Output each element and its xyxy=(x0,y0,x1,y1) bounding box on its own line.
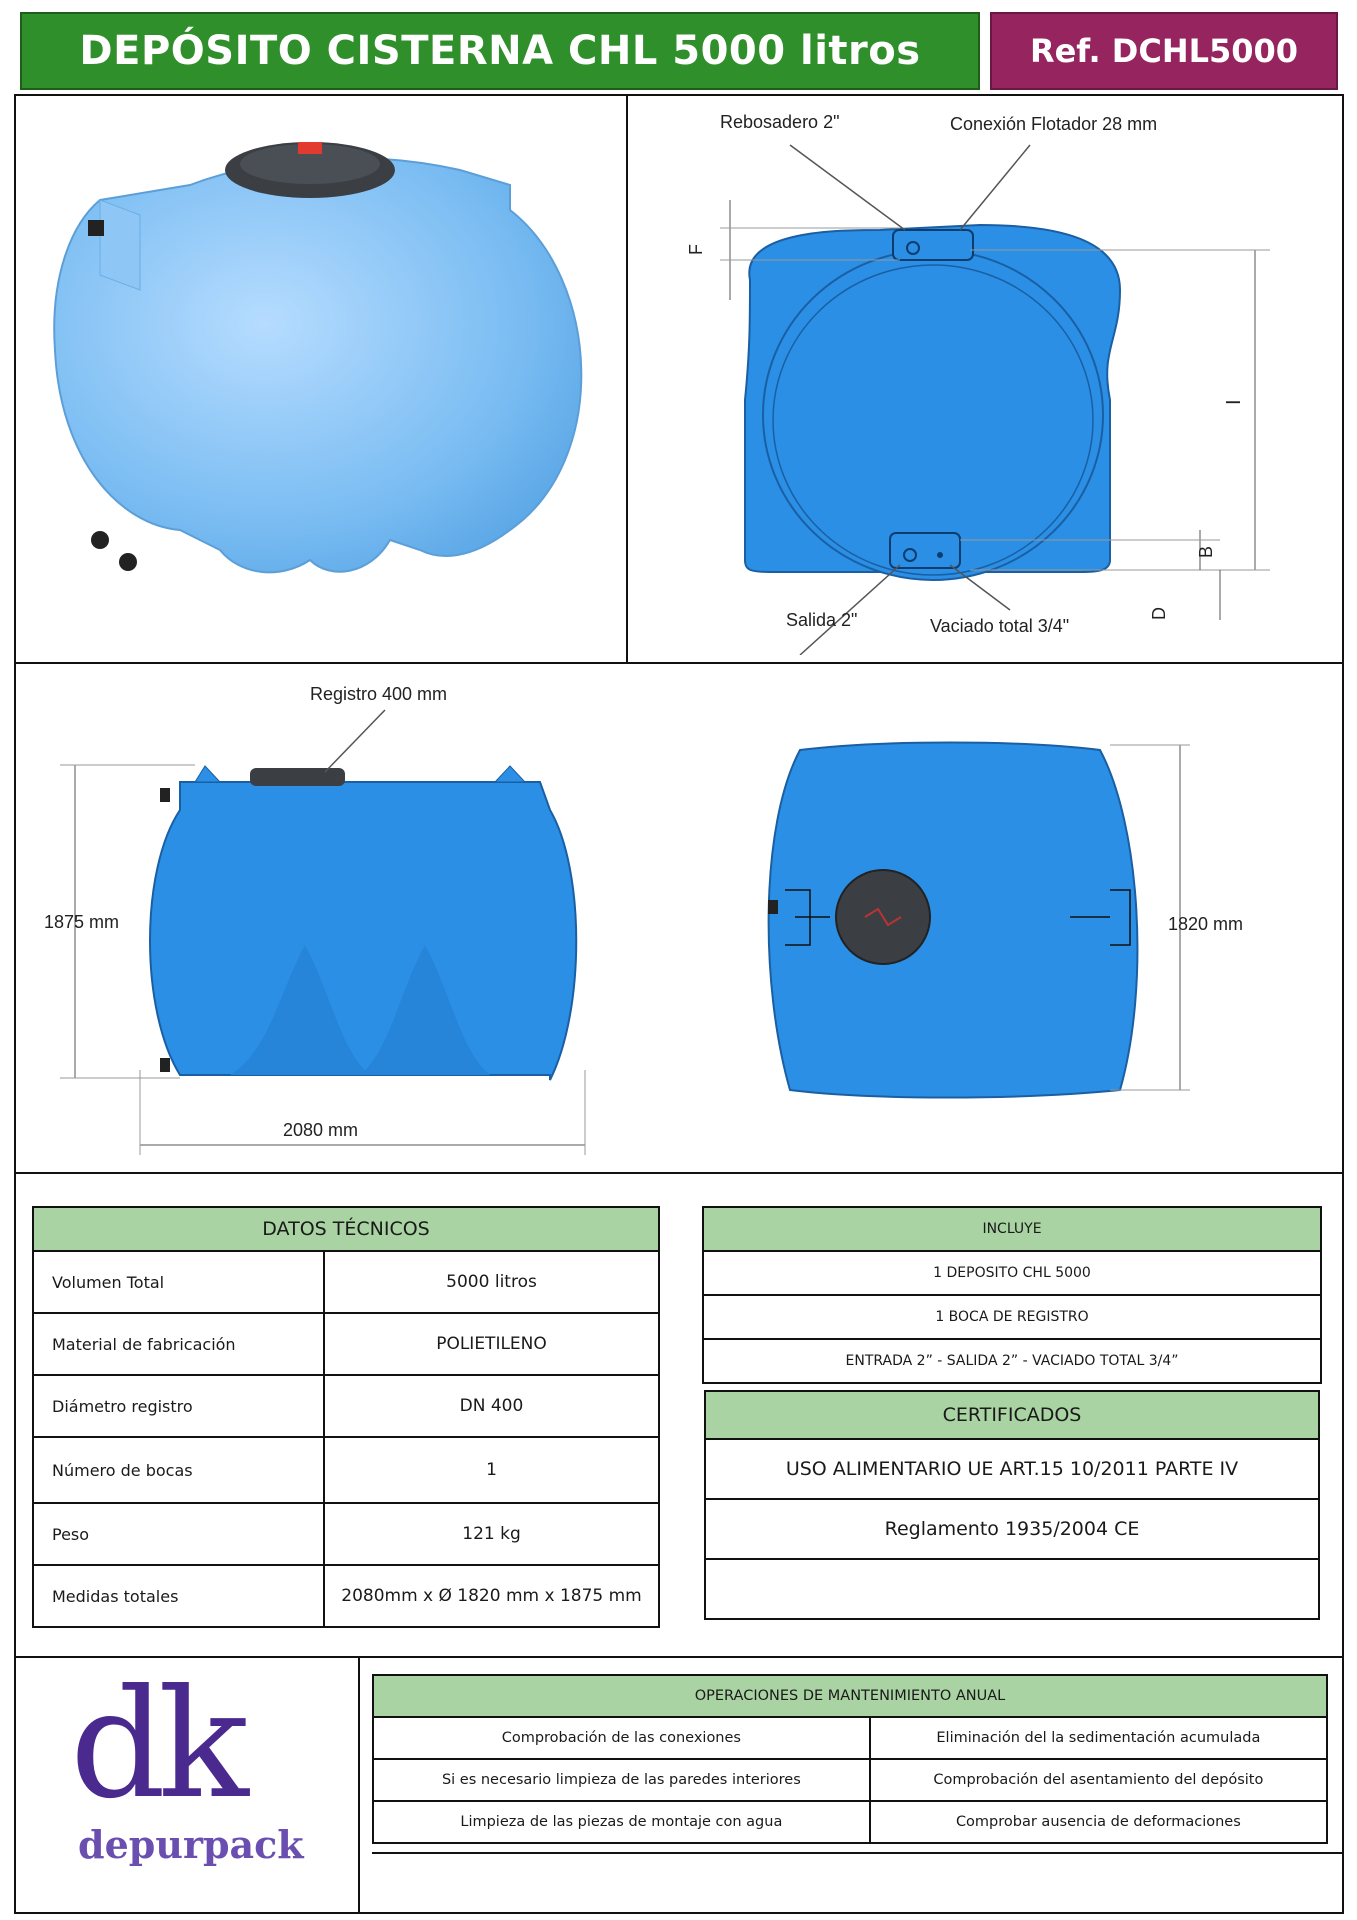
outlet-label: Salida 2" xyxy=(786,610,858,630)
table-row xyxy=(33,1437,659,1503)
maintenance-item: Comprobación de las conexiones xyxy=(373,1717,870,1759)
table-row xyxy=(705,1439,1319,1499)
maintenance-title: OPERACIONES DE MANTENIMIENTO ANUAL xyxy=(373,1675,1327,1717)
certificates-table xyxy=(704,1390,1320,1620)
table-row xyxy=(703,1251,1321,1295)
tech-value: 1 xyxy=(324,1437,659,1503)
dim-i-label: I xyxy=(1223,399,1245,405)
page-title: DEPÓSITO CISTERNA CHL 5000 litros xyxy=(20,12,980,90)
float-connection-label: Conexión Flotador 28 mm xyxy=(950,114,1158,134)
certificate-item: USO ALIMENTARIO UE ART.15 10/2011 PARTE IV xyxy=(705,1439,1319,1499)
tech-key: Medidas totales xyxy=(33,1565,324,1627)
maintenance-item: Si es necesario limpieza de las paredes interiores xyxy=(373,1759,870,1801)
tech-value: 2080mm x Ø 1820 mm x 1875 mm xyxy=(324,1565,659,1627)
includes-table xyxy=(702,1206,1322,1384)
tank-top-diagram xyxy=(730,735,1210,1115)
table-row xyxy=(373,1717,1327,1759)
diameter-label: 1820 mm xyxy=(1168,914,1244,934)
table-row xyxy=(33,1503,659,1565)
table-row xyxy=(33,1251,659,1313)
tech-value: 121 kg xyxy=(324,1503,659,1565)
divider xyxy=(358,1656,360,1914)
overflow-label: Rebosadero 2" xyxy=(720,112,840,132)
dim-f-label: F xyxy=(686,244,706,255)
reference-badge: Ref. DCHL5000 xyxy=(990,12,1338,90)
maintenance-table xyxy=(372,1674,1328,1844)
table-row xyxy=(33,1313,659,1375)
tech-key: Material de fabricación xyxy=(33,1313,324,1375)
table-row xyxy=(373,1759,1327,1801)
table-row xyxy=(33,1565,659,1627)
logo-brand: depurpack xyxy=(78,1822,304,1867)
certificates-title: CERTIFICADOS xyxy=(705,1391,1319,1439)
height-label: 1875 mm xyxy=(44,912,120,932)
table-row xyxy=(33,1375,659,1437)
tank-side-diagram xyxy=(640,100,1340,655)
maintenance-item: Comprobar ausencia de deformaciones xyxy=(870,1801,1327,1843)
maintenance-item: Eliminación del la sedimentación acumulada xyxy=(870,1717,1327,1759)
includes-item: 1 DEPOSITO CHL 5000 xyxy=(703,1251,1321,1295)
drain-label: Vaciado total 3/4" xyxy=(930,616,1070,636)
divider xyxy=(372,1852,1342,1854)
includes-item: 1 BOCA DE REGISTRO xyxy=(703,1295,1321,1339)
dim-d-label: D xyxy=(1149,607,1169,620)
length-label: 2080 mm xyxy=(283,1120,359,1140)
dim-b-label: B xyxy=(1196,545,1216,558)
table-row xyxy=(703,1339,1321,1383)
logo-letters: dk xyxy=(70,1658,241,1832)
divider xyxy=(14,662,1344,664)
maintenance-item: Comprobación del asentamiento del depósito xyxy=(870,1759,1327,1801)
tech-key: Número de bocas xyxy=(33,1437,324,1503)
maintenance-item: Limpieza de las piezas de montaje con agua xyxy=(373,1801,870,1843)
includes-title: INCLUYE xyxy=(703,1207,1321,1251)
tech-data-title: DATOS TÉCNICOS xyxy=(33,1207,659,1251)
table-row xyxy=(703,1295,1321,1339)
divider xyxy=(626,94,628,662)
table-row xyxy=(705,1559,1319,1619)
table-row xyxy=(373,1801,1327,1843)
tech-key: Diámetro registro xyxy=(33,1375,324,1437)
tech-value: DN 400 xyxy=(324,1375,659,1437)
tech-key: Volumen Total xyxy=(33,1251,324,1313)
certificate-item: Reglamento 1935/2004 CE xyxy=(705,1499,1319,1559)
includes-item: ENTRADA 2” - SALIDA 2” - VACIADO TOTAL 3/4” xyxy=(703,1339,1321,1383)
tech-key: Peso xyxy=(33,1503,324,1565)
tech-value: 5000 litros xyxy=(324,1251,659,1313)
tech-data-table xyxy=(32,1206,660,1628)
manhole-label: Registro 400 mm xyxy=(310,684,448,704)
table-row xyxy=(705,1499,1319,1559)
tech-value: POLIETILENO xyxy=(324,1313,659,1375)
company-logo xyxy=(60,1658,330,1880)
tank-front-diagram xyxy=(40,690,610,1160)
divider xyxy=(14,1172,1344,1174)
certificate-item xyxy=(705,1559,1319,1619)
tank-3d-render xyxy=(40,130,610,600)
